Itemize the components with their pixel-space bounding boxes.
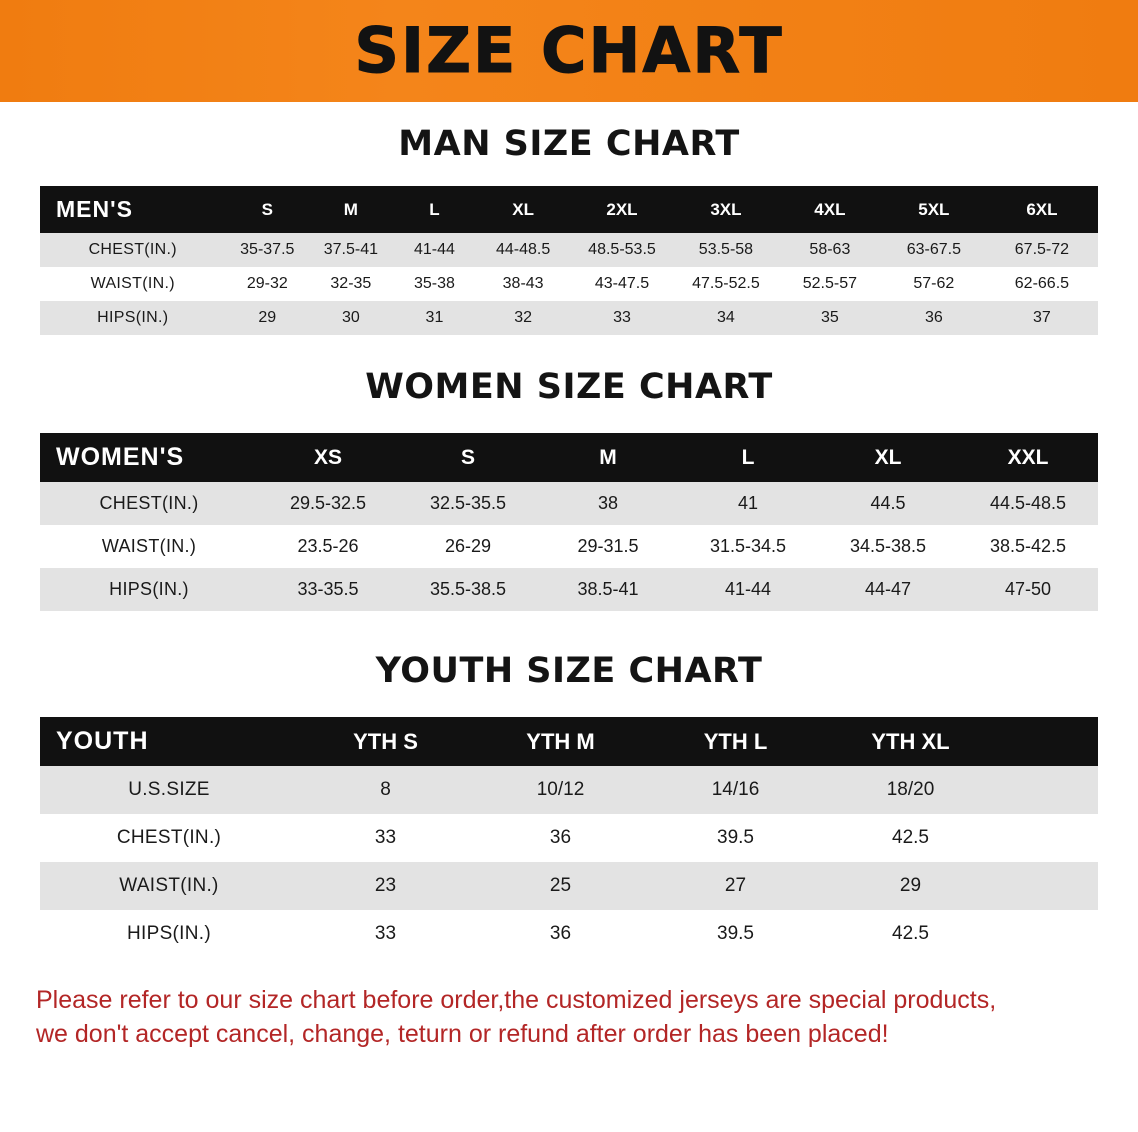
men-header-4xl: 4XL [778,186,882,233]
policy-note [36,984,1102,1052]
youth-row-label-ussize: U.S.SIZE [40,766,298,814]
table-cell: 14/16 [648,766,823,814]
men-row-label-waist: WAIST(IN.) [40,267,226,301]
table-cell-spacer [998,766,1098,814]
table-row [40,568,1098,611]
table-cell: 23 [298,862,473,910]
women-table-wrapper [40,433,1098,611]
table-cell: 34.5-38.5 [818,525,958,568]
table-cell: 43-47.5 [570,267,674,301]
table-cell: 37 [986,301,1098,335]
table-row [40,233,1098,267]
table-cell: 29 [823,862,998,910]
table-cell: 36 [473,814,648,862]
men-header-3xl: 3XL [674,186,778,233]
table-row [40,862,1098,910]
youth-header-xl: YTH XL [823,717,998,766]
table-row [40,814,1098,862]
youth-row-label-chest: CHEST(IN.) [40,814,298,862]
table-cell: 58-63 [778,233,882,267]
women-section-heading: WOMEN SIZE CHART [365,367,773,407]
table-cell: 31 [393,301,477,335]
women-row-label-chest: CHEST(IN.) [40,482,258,525]
men-header-2xl: 2XL [570,186,674,233]
youth-size-table [40,717,1098,958]
table-row [40,301,1098,335]
youth-row-label-waist: WAIST(IN.) [40,862,298,910]
women-size-table [40,433,1098,611]
table-cell: 35-37.5 [226,233,310,267]
table-cell: 29 [226,301,310,335]
women-row-label-hips: HIPS(IN.) [40,568,258,611]
table-cell: 31.5-34.5 [678,525,818,568]
man-section-heading: MAN SIZE CHART [398,124,740,164]
table-row [40,525,1098,568]
table-cell: 33 [298,814,473,862]
table-cell: 41-44 [393,233,477,267]
policy-note-line1: Please refer to our size chart before order,the customized jerseys are special products, [36,986,997,1014]
table-cell: 36 [473,910,648,958]
table-cell: 36 [882,301,986,335]
table-cell: 8 [298,766,473,814]
table-cell: 38.5-42.5 [958,525,1098,568]
table-row [40,766,1098,814]
youth-header-label: YOUTH [40,717,298,766]
youth-header-m: YTH M [473,717,648,766]
table-cell: 34 [674,301,778,335]
table-cell: 33-35.5 [258,568,398,611]
table-cell: 38 [538,482,678,525]
table-cell: 29.5-32.5 [258,482,398,525]
table-cell: 38-43 [476,267,570,301]
table-cell: 30 [309,301,393,335]
table-cell: 38.5-41 [538,568,678,611]
table-cell: 39.5 [648,910,823,958]
table-cell-spacer [998,910,1098,958]
table-cell: 27 [648,862,823,910]
table-cell: 44-48.5 [476,233,570,267]
women-header-m: M [538,433,678,482]
table-row [40,910,1098,958]
women-header-xl: XL [818,433,958,482]
women-header-l: L [678,433,818,482]
table-cell-spacer [998,814,1098,862]
youth-header-s: YTH S [298,717,473,766]
table-cell: 23.5-26 [258,525,398,568]
men-header-xl: XL [476,186,570,233]
youth-header-spacer [998,717,1098,766]
table-cell: 41-44 [678,568,818,611]
table-row [40,267,1098,301]
table-cell: 39.5 [648,814,823,862]
table-cell: 44.5-48.5 [958,482,1098,525]
table-cell: 35.5-38.5 [398,568,538,611]
women-row-label-waist: WAIST(IN.) [40,525,258,568]
table-cell-spacer [998,862,1098,910]
table-cell: 35 [778,301,882,335]
men-header-5xl: 5XL [882,186,986,233]
table-cell: 57-62 [882,267,986,301]
table-cell: 67.5-72 [986,233,1098,267]
banner [0,0,1138,102]
youth-table-wrapper [40,717,1098,958]
policy-note-line2: we don't accept cancel, change, teturn or refund after order has been placed! [36,1019,889,1048]
table-cell: 37.5-41 [309,233,393,267]
table-cell: 26-29 [398,525,538,568]
table-cell: 62-66.5 [986,267,1098,301]
youth-row-label-hips: HIPS(IN.) [40,910,298,958]
table-cell: 25 [473,862,648,910]
men-header-label: MEN'S [40,186,226,233]
table-cell: 29-32 [226,267,310,301]
women-header-s: S [398,433,538,482]
table-cell: 42.5 [823,814,998,862]
table-header-row [40,717,1098,766]
women-header-xxl: XXL [958,433,1098,482]
table-cell: 47-50 [958,568,1098,611]
youth-header-l: YTH L [648,717,823,766]
table-cell: 18/20 [823,766,998,814]
table-cell: 44.5 [818,482,958,525]
table-cell: 32 [476,301,570,335]
table-cell: 33 [570,301,674,335]
table-cell: 53.5-58 [674,233,778,267]
men-size-table [40,186,1098,335]
women-header-label: WOMEN'S [40,433,258,482]
men-row-label-hips: HIPS(IN.) [40,301,226,335]
table-header-row [40,433,1098,482]
table-cell: 44-47 [818,568,958,611]
table-cell: 63-67.5 [882,233,986,267]
men-header-6xl: 6XL [986,186,1098,233]
table-cell: 33 [298,910,473,958]
youth-section-heading: YOUTH SIZE CHART [375,651,763,691]
man-table-wrapper [40,186,1098,335]
table-cell: 35-38 [393,267,477,301]
men-header-m: M [309,186,393,233]
women-header-xs: XS [258,433,398,482]
men-header-l: L [393,186,477,233]
table-cell: 42.5 [823,910,998,958]
table-cell: 32-35 [309,267,393,301]
page-title: SIZE CHART [354,14,784,87]
men-header-s: S [226,186,310,233]
men-row-label-chest: CHEST(IN.) [40,233,226,267]
table-cell: 47.5-52.5 [674,267,778,301]
table-cell: 32.5-35.5 [398,482,538,525]
table-cell: 29-31.5 [538,525,678,568]
table-cell: 10/12 [473,766,648,814]
table-header-row [40,186,1098,233]
table-cell: 41 [678,482,818,525]
table-cell: 52.5-57 [778,267,882,301]
table-row [40,482,1098,525]
table-cell: 48.5-53.5 [570,233,674,267]
